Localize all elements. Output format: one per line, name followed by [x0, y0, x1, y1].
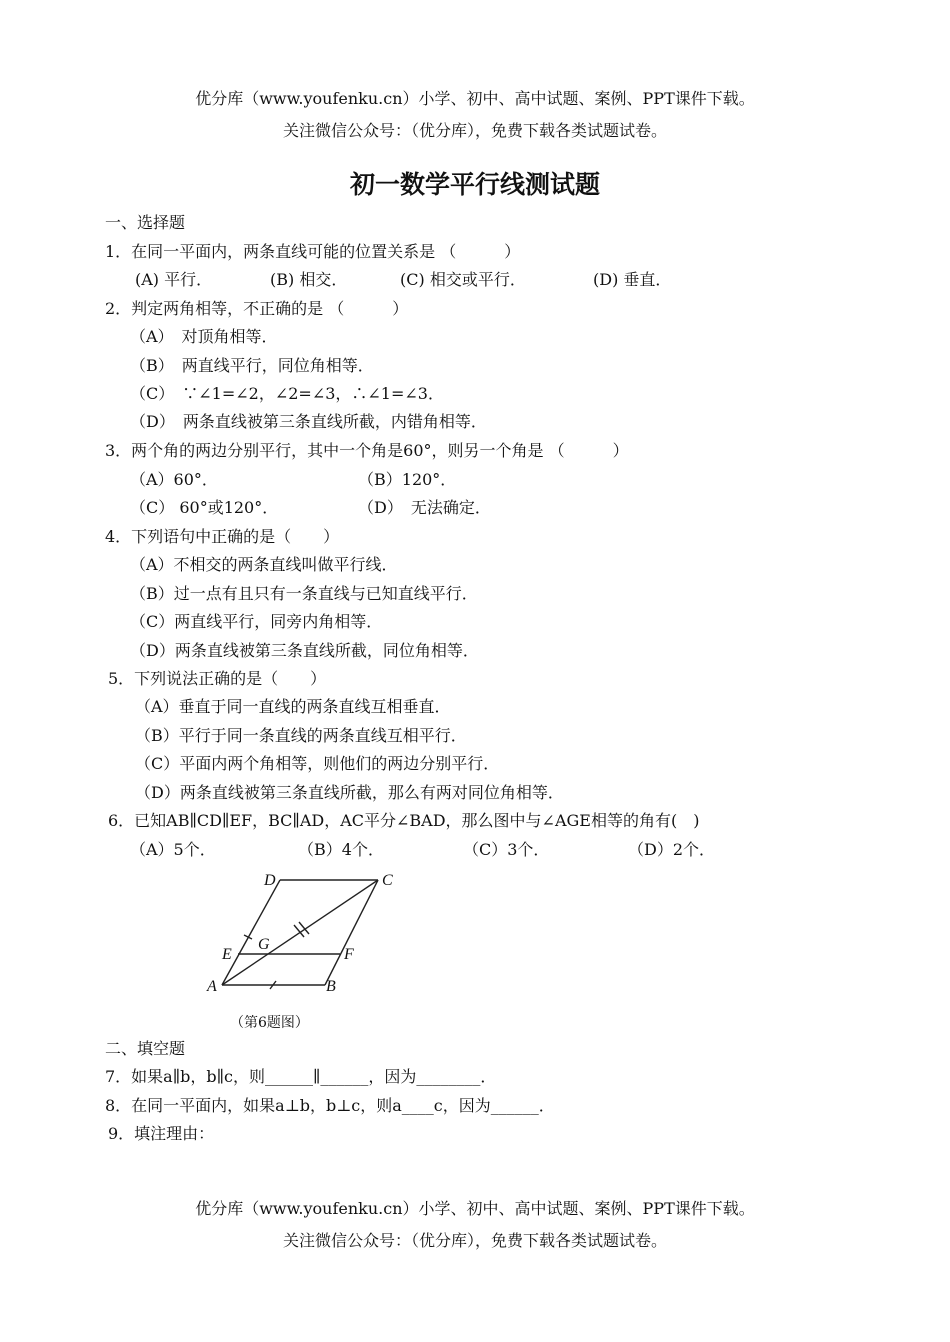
label-c: C — [382, 872, 393, 889]
q1-option-d: (D) 垂直． — [593, 270, 672, 289]
q7-text: 7．如果a∥b，b∥c，则______∥______，因为________． — [105, 1067, 497, 1086]
section-fill-heading: 二、填空题 — [105, 1039, 186, 1058]
section-choice-heading: 一、选择题 — [105, 213, 186, 232]
label-g: G — [258, 936, 270, 953]
q4-option-d: （D）两条直线被第三条直线所截，同位角相等． — [130, 641, 479, 660]
label-d: D — [264, 872, 276, 889]
label-f: F — [344, 946, 354, 963]
segment-cb — [325, 880, 378, 985]
q6-figure — [200, 865, 410, 1005]
q6-option-a: （A）5个． — [130, 840, 216, 859]
q1-option-c: (C) 相交或平行． — [400, 270, 526, 289]
label-b: B — [326, 978, 336, 995]
q6-option-b: （B）4个． — [298, 840, 384, 859]
q3-option-b: （B）120°． — [358, 470, 457, 489]
header-line-1: 优分库（www.youfenku.cn）小学、初中、高中试题、案例、PPT课件下载。 — [195, 89, 755, 108]
footer-line-2: 关注微信公众号：（优分库），免费下载各类试题试卷。 — [282, 1231, 667, 1250]
q5-option-a: （A）垂直于同一直线的两条直线互相垂直． — [135, 697, 451, 716]
q3-option-a: （A）60°． — [130, 470, 218, 489]
q9-text: 9．填注理由： — [108, 1124, 215, 1143]
q3-stem: 3．两个角的两边分别平行，其中一个角是60°，则另一个角是 （ ） — [105, 441, 629, 460]
page-title: 初一数学平行线测试题 — [349, 170, 600, 199]
q6-option-c: （C）3个． — [463, 840, 550, 859]
q4-option-b: （B）过一点有且只有一条直线与已知直线平行． — [130, 584, 478, 603]
q6-stem: 6．已知AB∥CD∥EF，BC∥AD，AC平分∠BAD，那么图中与∠AGE相等的角有( ) — [108, 811, 700, 830]
label-e: E — [222, 946, 232, 963]
q2-option-a: （A） 对顶角相等． — [130, 327, 278, 346]
q8-text: 8．在同一平面内，如果a⊥b，b⊥c，则a____c，因为______． — [105, 1096, 555, 1115]
q3-option-d: （D） 无法确定． — [358, 498, 491, 517]
q6-option-d: （D）2个． — [628, 840, 716, 859]
q2-option-c: （C） ∵∠1=∠2，∠2=∠3，∴∠1=∠3． — [130, 384, 444, 403]
q1-stem: 1．在同一平面内，两条直线可能的位置关系是 （ ） — [105, 242, 521, 261]
q1-option-a: (A) 平行． — [135, 270, 213, 289]
q3-option-c: （C） 60°或120°． — [130, 498, 279, 517]
q5-option-c: （C）平面内两个角相等，则他们的两边分别平行． — [135, 754, 500, 773]
q2-option-d: （D） 两条直线被第三条直线所截，内错角相等． — [130, 412, 487, 431]
q4-option-c: （C）两直线平行，同旁内角相等． — [130, 612, 383, 631]
segment-da — [222, 880, 280, 985]
header-line-2: 关注微信公众号：（优分库），免费下载各类试题试卷。 — [282, 121, 667, 140]
q2-option-b: （B） 两直线平行，同位角相等． — [130, 356, 374, 375]
footer-line-1: 优分库（www.youfenku.cn）小学、初中、高中试题、案例、PPT课件下载。 — [195, 1199, 755, 1218]
q6-figure-caption: （第6题图） — [230, 1015, 309, 1031]
q4-option-a: （A）不相交的两条直线叫做平行线． — [130, 555, 398, 574]
q5-stem: 5．下列说法正确的是（ ） — [108, 669, 327, 688]
label-a: A — [207, 978, 217, 995]
q5-option-b: （B）平行于同一条直线的两条直线互相平行． — [135, 726, 467, 745]
q4-stem: 4．下列语句中正确的是（ ） — [105, 527, 340, 546]
q5-option-d: （D）两条直线被第三条直线所截，那么有两对同位角相等． — [135, 783, 564, 802]
q2-stem: 2．判定两角相等，不正确的是 （ ） — [105, 299, 409, 318]
q1-option-b: (B) 相交． — [270, 270, 348, 289]
